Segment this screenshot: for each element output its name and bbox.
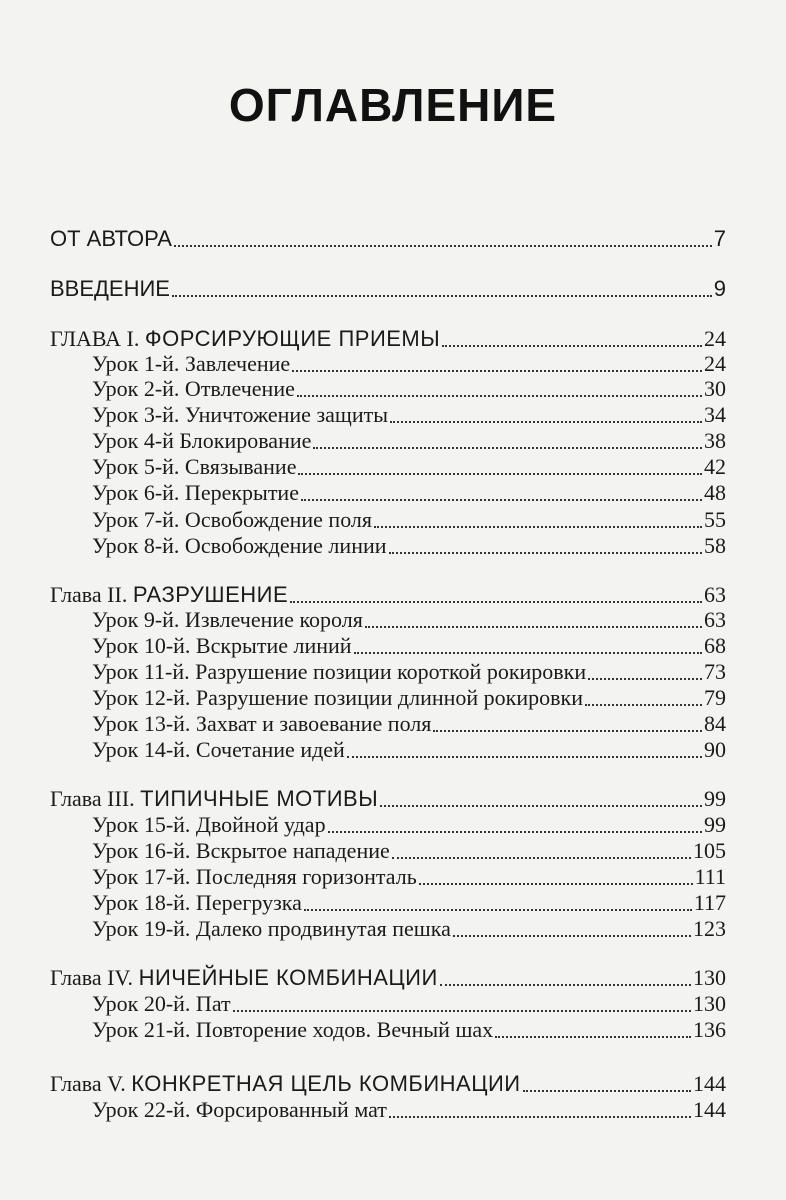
dot-leader [390,421,702,423]
toc-page-number: 34 [704,402,726,427]
toc-entry-label: Урок 10-й. Вскрытие линий [92,633,352,658]
toc-chapter-1[interactable] [50,326,726,352]
toc-lesson[interactable] [92,507,726,533]
toc-lesson[interactable] [92,991,726,1017]
dot-leader [442,345,702,347]
chapter-prefix: ГЛАВА I. [50,326,140,351]
toc-lesson[interactable] [92,1097,726,1123]
dot-leader [585,704,702,706]
toc-lesson[interactable] [92,454,726,480]
toc-chapter-3[interactable] [50,786,726,812]
toc-page-number: 55 [704,507,726,532]
toc-entry-label: Урок 3-й. Уничтожение защиты [92,402,389,427]
toc-page-number: 144 [693,1071,726,1096]
dot-leader [292,370,702,372]
toc-lesson[interactable] [92,1017,726,1043]
dot-leader [297,395,702,397]
toc-entry-label: Урок 18-й. Перегрузка [92,890,302,915]
toc-entry-label: Урок 19-й. Далеко продвинутая пешка [92,916,451,941]
toc-entry-label: Урок 17-й. Последняя горизонталь [92,864,417,889]
toc-entry-label: Урок 9-й. Извлечение короля [92,607,363,632]
toc-entry-label: Урок 21-й. Повторение ходов. Вечный шах [92,1017,494,1042]
toc-lesson[interactable] [92,685,726,711]
toc-page-number: 105 [693,838,726,863]
toc-page-number: 63 [704,582,726,607]
toc-entry-label: Урок 11-й. Разрушение позиции короткой рокировки [92,659,587,684]
chapter-title: НИЧЕЙНЫЕ КОМБИНАЦИИ [138,965,438,990]
toc-page-number: 84 [704,711,726,736]
toc-entry-label: Урок 16-й. Вскрытое нападение [92,838,390,863]
dot-leader [374,526,702,528]
toc-page-number: 144 [693,1097,726,1122]
toc-page-number: 24 [704,351,726,376]
dot-leader [380,805,702,807]
toc-page-number: 99 [704,786,726,811]
toc-lesson[interactable] [92,480,726,506]
dot-leader [298,473,702,475]
toc-lesson[interactable] [92,607,726,633]
dot-leader [392,857,691,859]
toc-entry-label: Урок 1-й. Завлечение [92,351,291,376]
toc-page-number: 38 [704,428,726,453]
toc-lesson[interactable] [92,864,726,890]
toc-page-number: 63 [704,607,726,632]
toc-page-number: 136 [693,1017,726,1042]
toc-page-number: 73 [704,659,726,684]
dot-leader [419,883,693,885]
toc-lesson[interactable] [92,838,726,864]
toc-page-number: 130 [693,991,726,1016]
dot-leader [495,1036,691,1038]
toc-entry-label: Урок 4-й Блокирование [92,428,312,453]
toc-entry-label: Урок 13-й. Захват и завоевание поля [92,711,432,736]
chapter-prefix: Глава V. [50,1071,126,1096]
dot-leader [233,1010,691,1012]
dot-leader [389,1116,691,1118]
toc-lesson[interactable] [92,428,726,454]
dot-leader [290,601,702,603]
toc-lesson[interactable] [92,916,726,942]
dot-leader [389,552,702,554]
toc-entry-introduction[interactable] [50,276,726,302]
toc-lesson[interactable] [92,351,726,377]
toc-chapter-2[interactable] [50,582,726,608]
toc-page-number: 130 [693,965,726,990]
dot-leader [313,447,702,449]
dot-leader [347,756,702,758]
chapter-title: ФОРСИРУЮЩИЕ ПРИЕМЫ [144,326,441,351]
dot-leader [523,1090,691,1092]
chapter-title: КОНКРЕТНАЯ ЦЕЛЬ КОМБИНАЦИИ [131,1071,521,1096]
toc-chapter-5[interactable] [50,1071,726,1097]
dot-leader [588,678,702,680]
toc-lesson[interactable] [92,890,726,916]
toc-page-number: 90 [704,737,726,762]
toc-page-number: 111 [694,864,726,889]
toc-entry-label: ОТ АВТОРА [50,226,172,251]
chapter-prefix: Глава II. [50,582,128,607]
toc-lesson[interactable] [92,533,726,559]
dot-leader [301,499,702,501]
toc-chapter-4[interactable] [50,965,726,991]
toc-lesson[interactable] [92,402,726,428]
dot-leader [440,984,691,986]
toc-entry-label: Урок 20-й. Пат [92,991,231,1016]
toc-entry-from-author[interactable] [50,226,726,252]
toc-page-number: 79 [704,685,726,710]
toc-page-number: 58 [704,533,726,558]
toc-page-number: 99 [704,812,726,837]
toc-page-number: 9 [713,276,726,301]
dot-leader [365,626,702,628]
dot-leader [304,909,692,911]
dot-leader [172,295,712,297]
toc-page-number: 123 [693,916,726,941]
toc-page-number: 7 [713,226,726,251]
toc-entry-label: Урок 14-й. Сочетание идей [92,737,345,762]
toc-lesson[interactable] [92,659,726,685]
chapter-title: ТИПИЧНЫЕ МОТИВЫ [140,786,379,811]
toc-entry-label: Урок 22-й. Форсированный мат [92,1097,387,1122]
chapter-title: РАЗРУШЕНИЕ [132,582,289,607]
toc-entry-label: Урок 7-й. Освобождение поля [92,507,373,532]
toc-lesson[interactable] [92,711,726,737]
chapter-prefix: Глава IV. [50,965,134,990]
dot-leader [354,652,702,654]
dot-leader [174,245,712,247]
dot-leader [433,730,702,732]
toc-lesson[interactable] [92,812,726,838]
toc-page-number: 24 [704,326,726,351]
page-title: ОГЛАВЛЕНИЕ [228,79,558,131]
toc-lesson[interactable] [92,737,726,763]
toc-entry-label: Урок 6-й. Перекрытие [92,480,299,505]
dot-leader [328,831,702,833]
toc-page-number: 117 [693,890,726,915]
toc-entry-label: ВВЕДЕНИЕ [50,276,170,301]
toc-entry-label: Урок 15-й. Двойной удар [92,812,326,837]
dot-leader [453,935,691,937]
toc-entry-label: Урок 12-й. Разрушение позиции длинной рокировки [92,685,583,710]
toc-entry-label: Урок 2-й. Отвлечение [92,376,295,401]
chapter-prefix: Глава III. [50,786,135,811]
toc-page-number: 42 [704,454,726,479]
toc-page-number: 48 [704,480,726,505]
toc-page-number: 30 [704,376,726,401]
toc-page-number: 68 [704,633,726,658]
toc-entry-label: Урок 5-й. Связывание [92,454,297,479]
toc-lesson[interactable] [92,633,726,659]
toc-entry-label: Урок 8-й. Освобождение линии [92,533,387,558]
toc-lesson[interactable] [92,376,726,402]
